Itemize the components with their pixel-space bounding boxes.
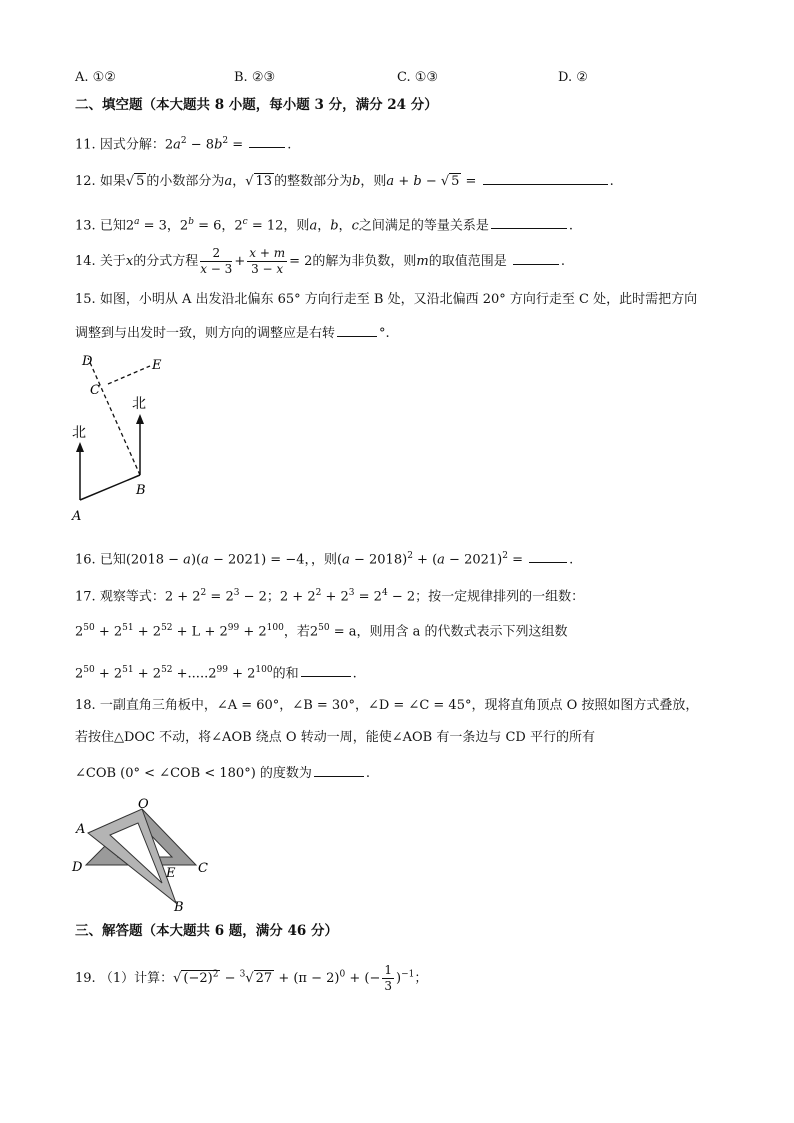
figure-18	[68, 795, 218, 913]
label-e: E	[166, 866, 176, 881]
question-13: 13. 已知$2^a = 3$，$2^b = 6$，$2^c = 12$，则a，b，c之间满足的等量关系是 .	[75, 217, 573, 234]
question-12: 12. 如果√ 5 的小数部分为a，√ 13 的整数部分为b，则a + b − √ 5 = .	[75, 174, 614, 189]
section-2-header: 二、填空题（本大题共 8 小题，每小题 3 分，满分 24 分）	[75, 97, 438, 113]
question-15-line2: 调整到与出发时一致，则方向的调整应是右转 °.	[75, 326, 390, 341]
section-3-header: 三、解答题（本大题共 6 题，满分 46 分）	[75, 923, 338, 939]
figure-15	[68, 350, 188, 525]
option-b: B. ②③	[234, 70, 276, 85]
label-c: C	[198, 861, 208, 876]
question-14: 14. 关于x的分式方程 $\frac{2}{x - 3}$ + $\frac{x + m}{3 - x}$ = 2的解为非负数，则m的取值范围是 .	[75, 246, 566, 276]
question-18-line1: 18. 一副直角三角板中，∠A = 60°，∠B = 30°，∠D = ∠C = 45°，现将直角顶点 O 按照如图方式叠放，	[75, 698, 699, 713]
option-d: D. ②	[558, 70, 588, 85]
option-a: A. ①②	[75, 70, 116, 85]
label-a: A	[72, 509, 82, 524]
option-c: C. ①③	[397, 70, 439, 85]
question-11: 11. 因式分解：$2a^2 - 8b^2$ = .	[75, 136, 292, 153]
label-b: B	[174, 900, 184, 913]
north-label-b: 北	[132, 396, 146, 412]
label-a: A	[76, 822, 86, 837]
question-16: 16. 已知(2018 − a)(a − 2021) = −4，，则$(a - 2018)^2 + (a - 2021)^2$ = .	[75, 551, 574, 568]
question-17-line2: $2^{50} + 2^{51} + 2^{52} + L + 2^{99} + 2^{100}$，若$2^{50} = a$，则用含 a 的代数式表示下列这组数	[75, 623, 568, 640]
question-18-line2: 若按住△DOC 不动，将∠AOB 绕点 O 转动一周，能使∠AOB 有一条边与 CD 平行的所有	[75, 730, 595, 745]
label-d: D	[72, 860, 83, 875]
label-b: B	[136, 483, 146, 498]
question-19: 19. （1）计算：√ $(-2)^2 - ^3√$ $27 + (\pi - 2)^0$ + (− $\frac{1}{3}$ )$^{-1}$；	[75, 963, 428, 993]
question-17-line1: 17. 观察等式：$2 + 2^2 = 2^3 - 2$；$2 + 2^2 + 2^3 = 2^4 - 2$；按一定规律排列的一组数：	[75, 588, 585, 605]
question-17-line3: $2^{50} + 2^{51} + 2^{52} +.....2^{99} + 2^{100}$的和 .	[75, 665, 357, 682]
north-label-a: 北	[72, 425, 86, 441]
label-o: O	[138, 797, 149, 812]
label-d: D	[82, 354, 93, 369]
label-c: C	[90, 383, 100, 398]
question-15-line1: 15. 如图，小明从 A 出发沿北偏东 65° 方向行走至 B 处，又沿北偏西 20° 方向行走至 C 处，此时需把方向	[75, 292, 698, 307]
question-18-line3: ∠COB (0° < ∠COB < 180°) 的度数为 .	[75, 766, 371, 781]
label-e: E	[152, 358, 162, 373]
